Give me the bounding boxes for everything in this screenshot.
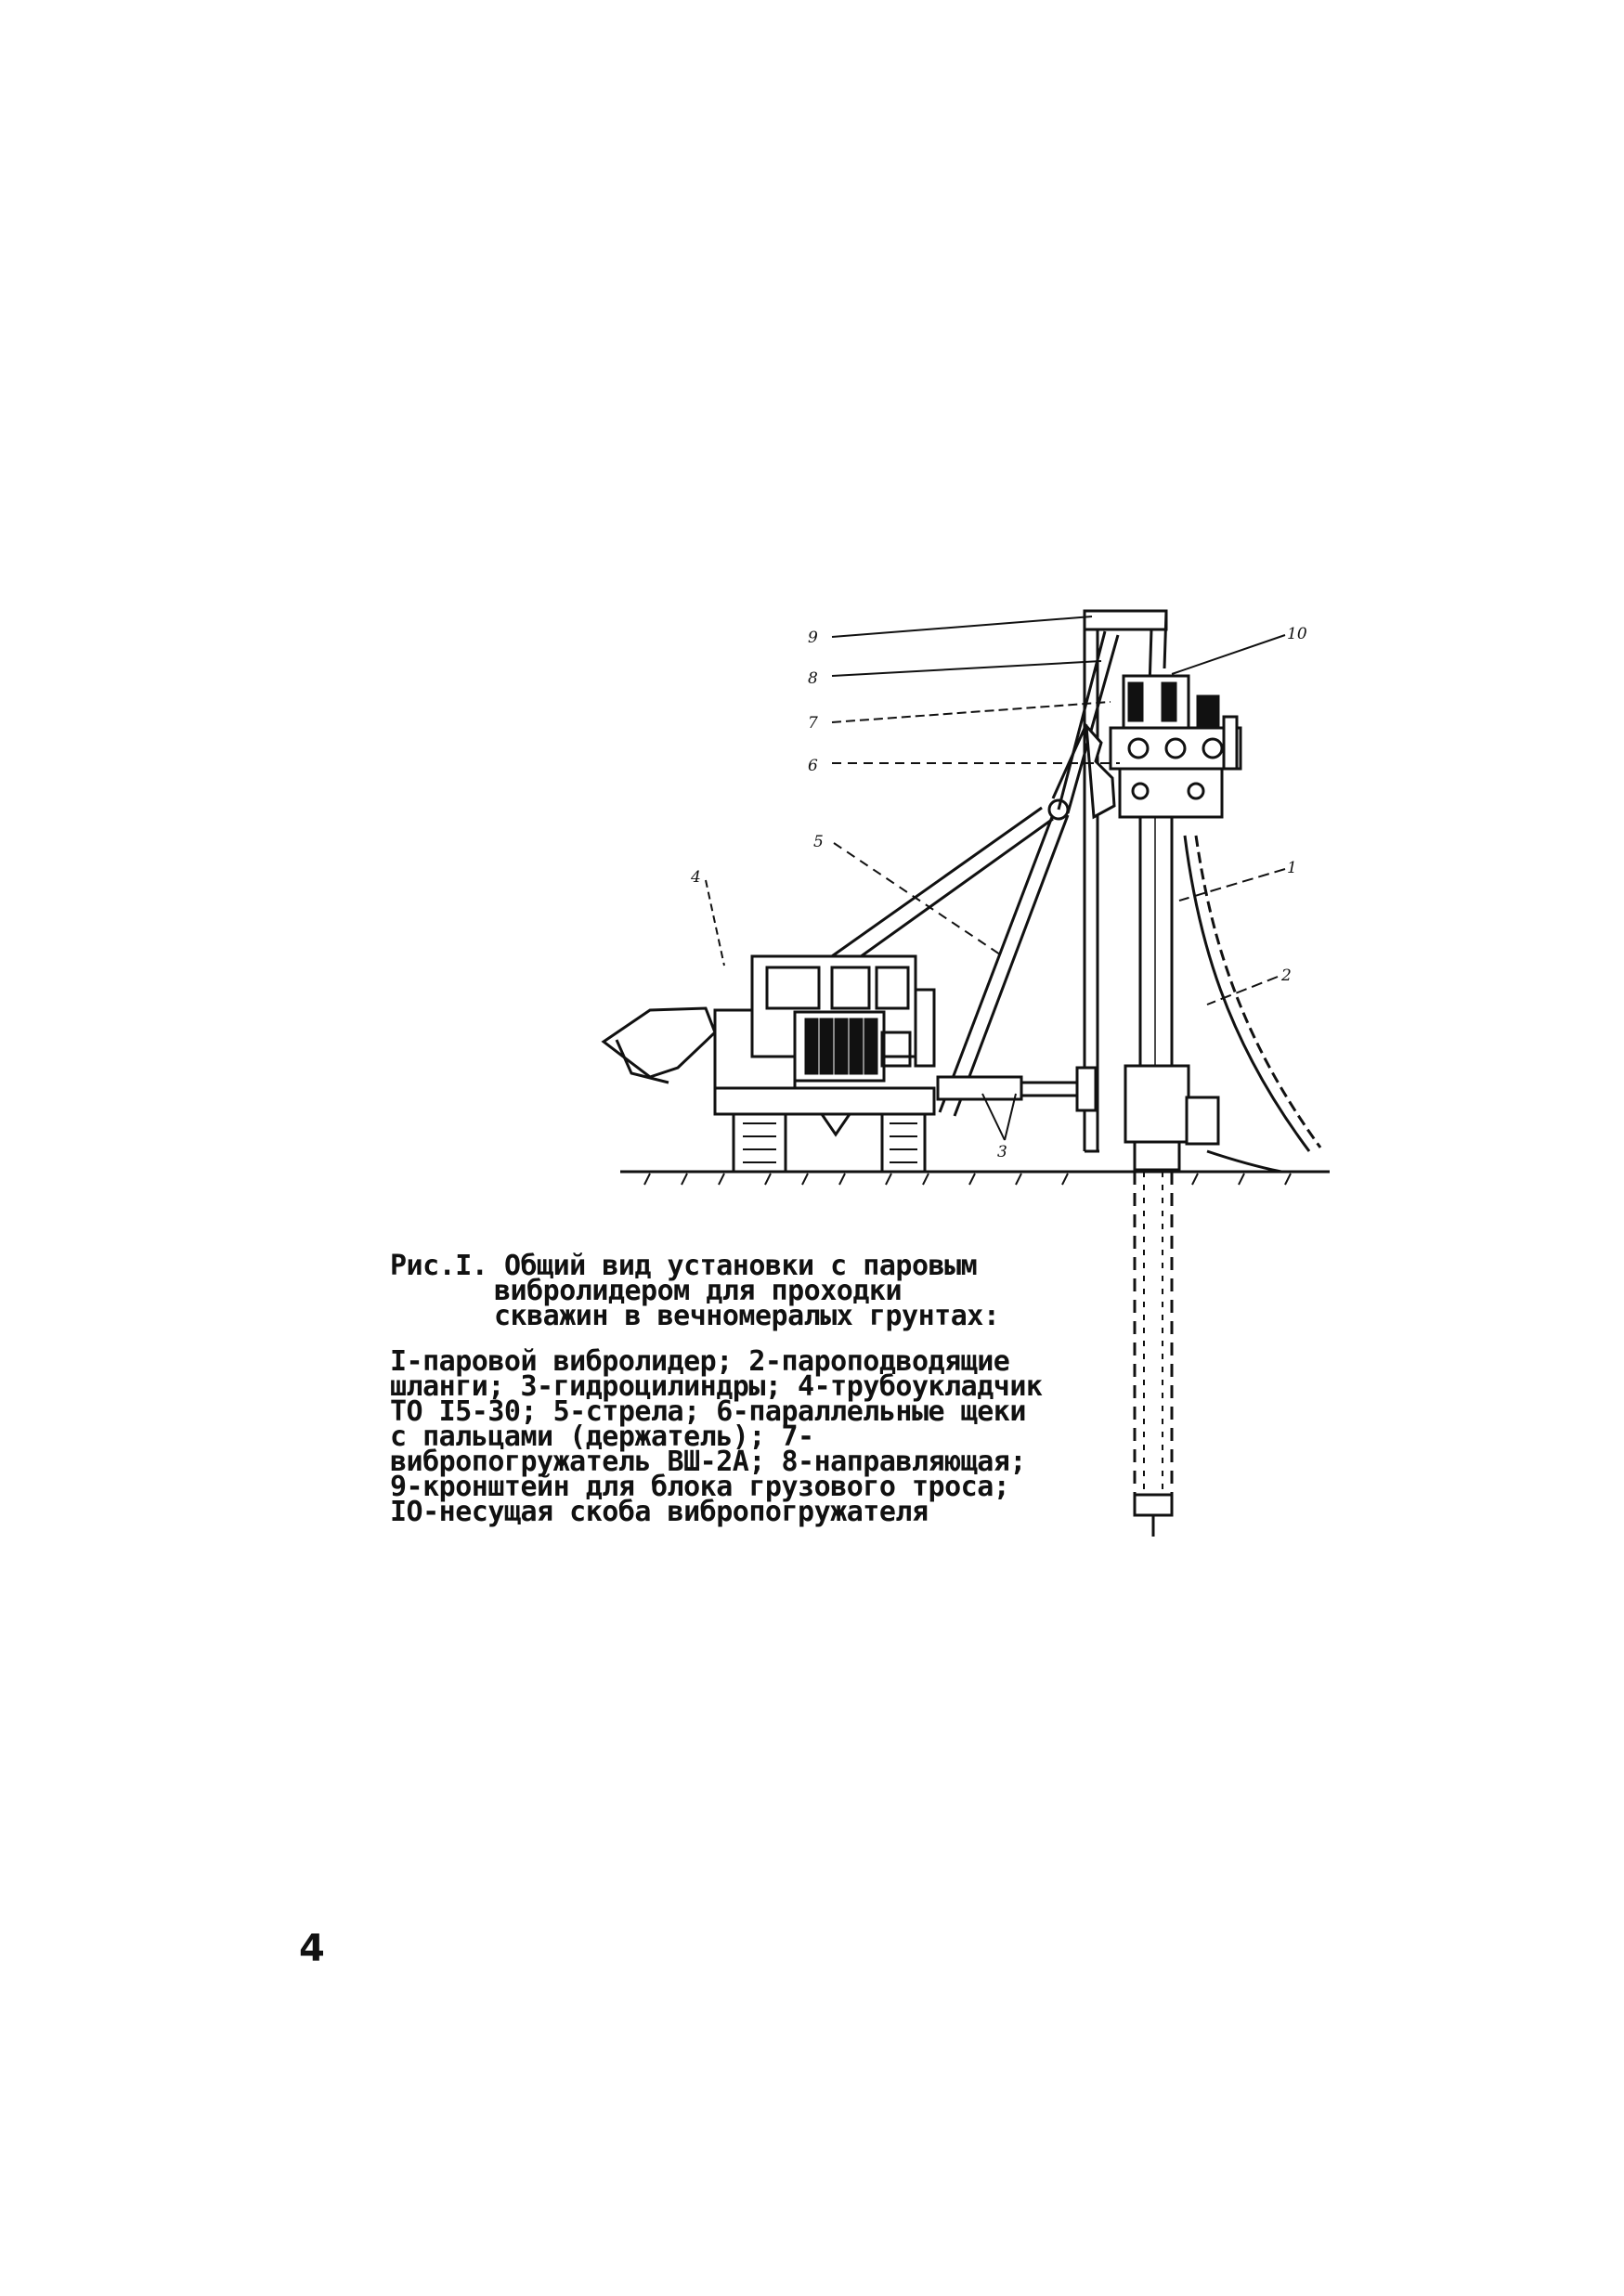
caption-prefix: Рис.I. xyxy=(390,1250,488,1282)
caption-title: Общий вид установки с паровым xyxy=(503,1250,978,1282)
callout-7: 7 xyxy=(808,714,818,733)
callout-8: 8 xyxy=(808,669,818,688)
callout-4: 4 xyxy=(691,868,701,887)
caption-legend: I-паровой вибролидер; 2-пароподводящие шланги; 3-гидроцилиндры; 4-трубоукладчик ТО I5-30; 5-стрела; 6-параллельные щеки с пальцами (держатель); 7-вибропогружатель ВШ-2А; 8-направляющая; 9-кронштейн для блока грузового троса; IO-несущая скоба вибропогружателя xyxy=(390,1345,1043,1528)
callout-10: 10 xyxy=(1287,625,1307,643)
hydraulic-cylinders xyxy=(938,1068,1096,1110)
ground-hatching xyxy=(644,1174,1291,1185)
vibro-leader xyxy=(1125,817,1218,1170)
callout-6: 6 xyxy=(808,757,818,775)
callout-3: 3 xyxy=(997,1143,1007,1161)
caption-title-continuation: вибролидером для проходки скважин в вечномералых грунтах: xyxy=(494,1275,1000,1332)
borehole xyxy=(1135,1172,1172,1537)
vibro-driver xyxy=(1111,676,1241,817)
tractor xyxy=(604,956,934,1172)
page-number: 4 xyxy=(299,1927,325,1970)
callout-1: 1 xyxy=(1287,859,1297,877)
callout-9: 9 xyxy=(808,629,818,647)
callout-5: 5 xyxy=(813,833,824,851)
callout-2: 2 xyxy=(1281,966,1292,985)
figure-caption xyxy=(390,1250,1059,1528)
